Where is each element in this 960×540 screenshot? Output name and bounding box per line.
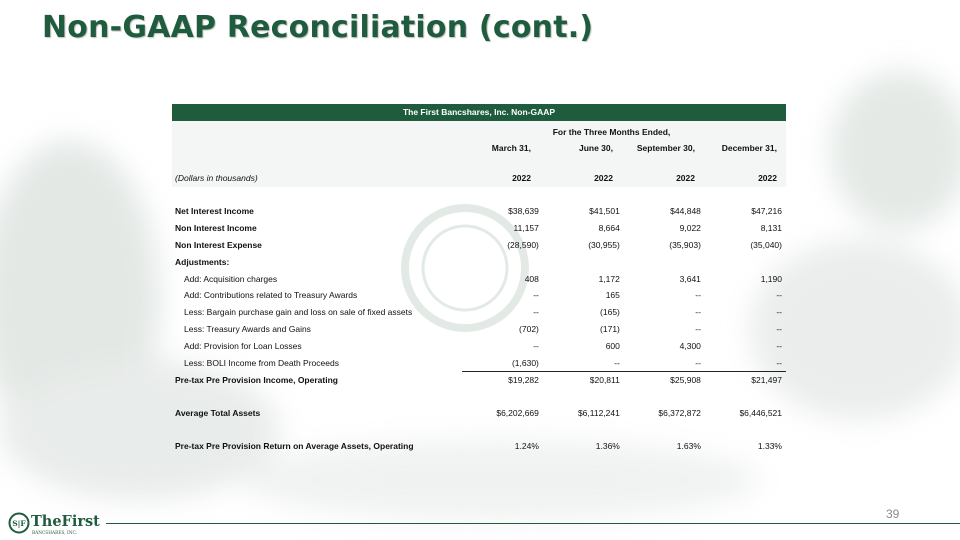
table-row: Adjustments: (175, 256, 230, 267)
logo-monogram: S|F (12, 519, 26, 528)
col-year-4: 2022 (758, 173, 777, 183)
period-label: For the Three Months Ended, (552, 127, 671, 137)
page-number: 39 (886, 507, 900, 521)
table-row: Pre-tax Pre Provision Return on Average Assets, Operating 1.24% 1.36% 1.63% 1.33% (175, 440, 782, 451)
col-year-3: 2022 (676, 173, 695, 183)
table-row: Add: Provision for Loan Losses -- 600 4,300 -- (184, 340, 782, 351)
logo-name: TheFirst (31, 513, 100, 530)
col-year-2: 2022 (594, 173, 613, 183)
table-row: Non Interest Expense (28,590) (30,955) (35,903) (35,040) (175, 239, 782, 250)
table-row: Average Total Assets $6,202,669 $6,112,241 $6,372,872 $6,446,521 (175, 408, 782, 419)
col-year-1: 2022 (512, 173, 531, 183)
column-header-block (172, 121, 786, 187)
table-row: Add: Acquisition charges 408 1,172 3,641 1,190 (184, 273, 782, 284)
page-title: Non-GAAP Reconciliation (cont.) (42, 10, 594, 45)
col-date-1: March 31, (491, 143, 531, 153)
table-header: The First Bancshares, Inc. Non-GAAP (172, 104, 786, 121)
col-date-3: September 30, (636, 143, 695, 153)
col-date-2: June 30, (578, 143, 613, 153)
data-table (172, 187, 786, 454)
col-date-4: December 31, (721, 143, 777, 153)
table-row-total: Pre-tax Pre Provision Income, Operating $19,282 $20,811 $25,908 $21,497 (172, 371, 786, 388)
non-gaap-table (172, 104, 786, 454)
units-note: (Dollars in thousands) (175, 173, 258, 183)
logo-subname: BANCSHARES, INC. (32, 531, 77, 536)
table-row: Add: Contributions related to Treasury Awards -- 165 -- -- (184, 290, 782, 301)
table-row: Less: BOLI Income from Death Proceeds (1,630) -- -- -- (184, 357, 782, 368)
table-row: Net Interest Income $38,639 $41,501 $44,848 $47,216 (175, 206, 782, 217)
footer-divider (106, 523, 960, 524)
bank-logo (8, 511, 104, 537)
table-row: Less: Bargain purchase gain and loss on sale of fixed assets -- (165) -- -- (184, 307, 782, 318)
table-row: Non Interest Income 11,157 8,664 9,022 8,131 (175, 223, 782, 234)
table-row: Less: Treasury Awards and Gains (702) (171) -- -- (184, 323, 782, 334)
